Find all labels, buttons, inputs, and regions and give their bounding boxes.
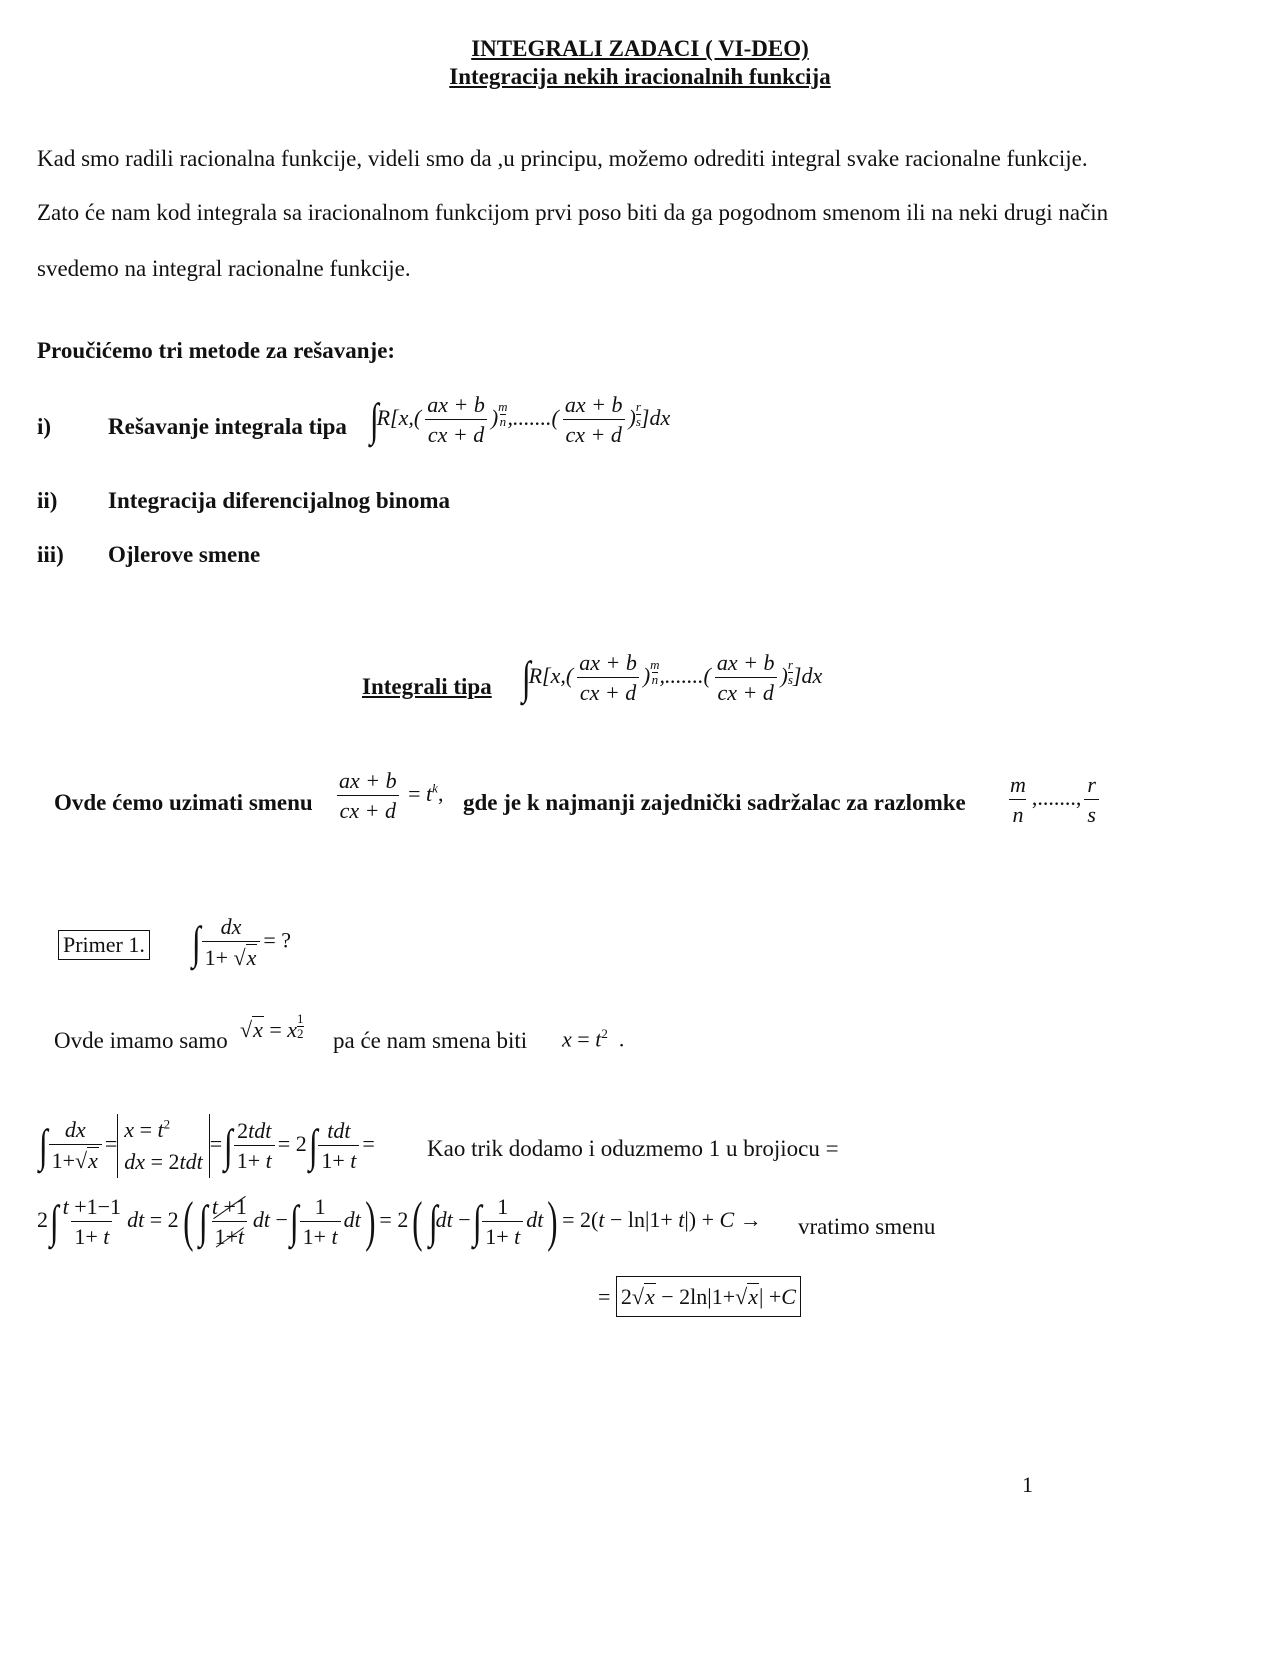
note-middle: pa će nam smena biti	[333, 1028, 528, 1053]
method-1-number: i)	[37, 414, 52, 439]
final-result: = 2 √ x − 2ln|1+ √ x | +C	[598, 1276, 801, 1317]
section-formula: ∫R[x,( $\frac{ax + b}{cx + d}$ ) $\frac{m}{n}$ ,.......( $\frac{ax + b}{cx + d}$ ) $\frac{r}{s}$ ]dx	[521, 650, 823, 705]
page-subtitle: Integracija nekih iracionalnih funkcija	[449, 64, 831, 89]
note-formula-1: √ x = x $\frac{1}{2}$	[240, 1011, 304, 1042]
note-formula-2: $x = t^2$ .	[562, 1026, 625, 1052]
method-2-number: ii)	[37, 488, 58, 513]
substitution-formula: $\frac{ax + b}{cx + d}$ = $t^k$,	[333, 768, 443, 824]
intro-line-1: Kad smo radili racionalna funkcije, videli smo da ,u principu, možemo odrediti integral svake racionalne funkcije.	[37, 146, 1088, 171]
result-box: 2 √ x − 2ln|1+ √ x | +C	[616, 1276, 801, 1317]
trick-note: Kao trik dodamo i oduzmemo 1 u brojiocu =	[427, 1136, 839, 1161]
page-title: INTEGRALI ZADACI ( VI-DEO)	[471, 36, 809, 61]
methods-heading: Proučićemo tri metode za rešavanje:	[37, 338, 396, 363]
method-2-label: Integracija diferencijalnog binoma	[108, 488, 450, 513]
method-3-label: Ojlerove smene	[108, 542, 261, 567]
method-1-formula: ∫R[x,( $\frac{ax + b}{cx + d}$ ) $\frac{m}{n}$ ,.......( $\frac{ax + b}{cx + d}$ ) $\frac{r}{s}$ ]dx	[369, 392, 671, 447]
section-heading: Integrali tipa	[362, 674, 492, 699]
page-number: 1	[1022, 1472, 1033, 1497]
solution-line-2: 2∫ $\frac{t +1-1}{1+ t}$ dt = 2( ∫ $\frac{t +1}{1+t}$ dt −∫ $\frac{1}{1+ t}$ dt) = 2( ∫dt −∫ $\frac{1}{1+ t}$ dt) = 2(t − ln|1+ t|) + C →	[37, 1191, 762, 1253]
example-badge: Primer 1.	[58, 930, 150, 960]
intro-line-3: svedemo na integral racionalne funkcije.	[37, 256, 411, 281]
substitution-tail: gde je k najmanji zajednički sadržalac za razlomke	[463, 790, 966, 815]
solution-line-1: ∫ dx 1+ √ x = $x = t^2$ dx = 2tdt =∫ $\frac{\text{2tdt}}{1+ t}$ = 2∫ $\frac{\text{tdt}}{1+ t}$ =	[37, 1114, 375, 1178]
intro-line-2: Zato će nam kod integrala sa iracionalnom funkcijom prvi poso biti da ga pogodnom smenom ili na neki drugi način	[37, 200, 1109, 225]
method-1-label: Rešavanje integrala tipa	[108, 414, 347, 439]
return-substitution: vratimo smenu	[798, 1214, 936, 1239]
method-3-number: iii)	[37, 542, 64, 567]
substitution-label: Ovde ćemo uzimati smenu	[54, 790, 313, 815]
example-integral: ∫ dx 1+ √ x = ?	[191, 914, 292, 970]
note-start: Ovde imamo samo	[54, 1028, 228, 1053]
fractions-list: $\frac{m}{n}$ ,......., $\frac{r}{s}$	[1004, 772, 1102, 828]
